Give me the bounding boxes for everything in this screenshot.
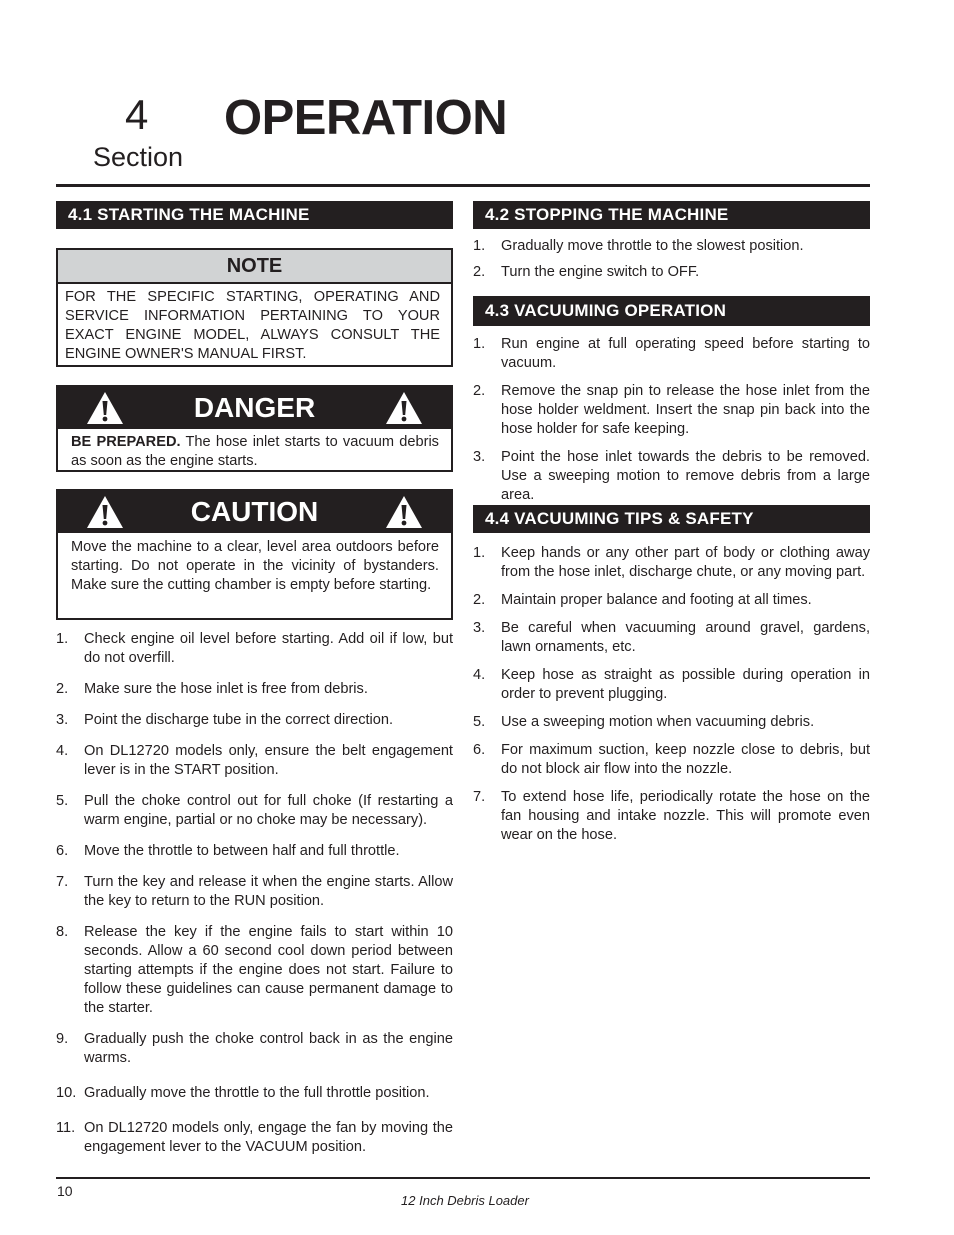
list-item-text: Gradually move the throttle to the full throttle position. bbox=[84, 1085, 430, 1101]
list-item-number: 7. bbox=[56, 874, 69, 890]
page-title: OPERATION bbox=[224, 91, 508, 145]
list-item bbox=[473, 382, 870, 439]
list-item-number: 1. bbox=[473, 545, 486, 561]
list-item-text: Turn the engine switch to OFF. bbox=[501, 264, 700, 280]
list-item-text: Be careful when vacuuming around gravel, gardens, lawn ornaments, etc. bbox=[501, 620, 870, 655]
list-item bbox=[56, 792, 453, 830]
list-item bbox=[473, 788, 870, 845]
list-item-text: Use a sweeping motion when vacuuming debris. bbox=[501, 714, 815, 730]
caution-text: Move the machine to a clear, level area outdoors before starting. Do not operate in the vicinity of bystanders. Make sure the cutting chamber is empty before starting. bbox=[71, 539, 439, 593]
section-4-3-heading: 4.3 VACUUMING OPERATION bbox=[473, 296, 870, 326]
stopping-steps-list bbox=[473, 237, 870, 282]
caution-header bbox=[58, 491, 451, 533]
list-item-text: On DL12720 models only, engage the fan by moving the engagement lever to the VACUUM position. bbox=[84, 1120, 453, 1155]
list-item-text: Move the throttle to between half and full throttle. bbox=[84, 843, 400, 859]
list-item-text: Run engine at full operating speed before starting to vacuum. bbox=[501, 336, 870, 371]
list-item-number: 1. bbox=[56, 631, 69, 647]
list-item-number: 1. bbox=[473, 336, 486, 352]
section-4-2-heading: 4.2 STOPPING THE MACHINE bbox=[473, 201, 870, 229]
list-item-number: 3. bbox=[56, 712, 69, 728]
list-item bbox=[473, 544, 870, 582]
list-item-number: 2. bbox=[56, 681, 69, 697]
list-item bbox=[56, 630, 453, 668]
warning-triangle-icon bbox=[385, 391, 423, 425]
list-item bbox=[56, 1030, 453, 1068]
list-item-number: 9. bbox=[56, 1031, 69, 1047]
note-box bbox=[56, 248, 453, 367]
list-item bbox=[56, 842, 453, 861]
list-item-number: 11. bbox=[56, 1120, 76, 1136]
list-item-text: Gradually move throttle to the slowest position. bbox=[501, 238, 804, 254]
danger-lead: BE PREPARED. bbox=[71, 434, 181, 450]
right-column bbox=[473, 201, 870, 843]
list-item-number: 1. bbox=[473, 238, 486, 254]
list-item-text: Pull the choke control out for full choke (If restarting a warm engine, partial or no choke may be necessary). bbox=[84, 793, 453, 828]
list-item-number: 3. bbox=[473, 620, 486, 636]
section-4-4-heading: 4.4 VACUUMING TIPS & SAFETY bbox=[473, 505, 870, 533]
list-item-text: Keep hose as straight as possible during operation in order to prevent plugging. bbox=[501, 667, 870, 702]
list-item-number: 4. bbox=[473, 667, 486, 683]
list-item bbox=[473, 237, 870, 256]
list-item-text: Point the discharge tube in the correct direction. bbox=[84, 712, 394, 728]
list-item-text: Point the hose inlet towards the debris to be removed. Use a sweeping motion to remove debris from a large area. bbox=[501, 449, 870, 503]
list-item-text: Check engine oil level before starting. Add oil if low, but do not overfill. bbox=[84, 631, 453, 666]
section-label: Section bbox=[93, 142, 184, 172]
list-item-text: Make sure the hose inlet is free from debris. bbox=[84, 681, 368, 697]
list-item-number: 2. bbox=[473, 264, 486, 280]
left-column bbox=[56, 201, 453, 1157]
list-item-number: 6. bbox=[473, 742, 486, 758]
section-number: 4 bbox=[125, 91, 149, 138]
list-item bbox=[56, 1119, 453, 1157]
list-item-text: Keep hands or any other part of body or clothing away from the hose inlet, discharge chute, or any moving part. bbox=[501, 545, 870, 580]
list-item-number: 7. bbox=[473, 789, 486, 805]
list-item bbox=[473, 335, 870, 373]
list-item-text: Remove the snap pin to release the hose inlet from the hose holder weldment. Insert the snap pin back into the hose holder for safe keeping. bbox=[501, 383, 870, 437]
list-item-number: 6. bbox=[56, 843, 69, 859]
top-divider bbox=[56, 184, 870, 187]
list-item-number: 3. bbox=[473, 449, 486, 465]
list-item-text: To extend hose life, periodically rotate the hose on the fan housing and intake nozzle. This will promote even wear on the hose. bbox=[501, 789, 870, 843]
list-item-number: 4. bbox=[56, 743, 69, 759]
list-item bbox=[473, 666, 870, 704]
list-item-number: 5. bbox=[473, 714, 486, 730]
list-item-number: 5. bbox=[56, 793, 69, 809]
list-item bbox=[56, 711, 453, 730]
page-number: 10 bbox=[57, 1183, 73, 1199]
danger-header bbox=[58, 387, 451, 429]
section-4-1-heading: 4.1 STARTING THE MACHINE bbox=[56, 201, 453, 229]
note-title: NOTE bbox=[58, 250, 451, 284]
list-item-number: 2. bbox=[473, 592, 486, 608]
list-item-number: 10. bbox=[56, 1085, 77, 1101]
list-item-text: Release the key if the engine fails to start within 10 seconds. Allow a 60 second cool down period between starting attempts if the engine does not start. Failure to follow these guidelines can cause permanent damage to the starter. bbox=[84, 924, 453, 1016]
list-item bbox=[473, 713, 870, 732]
list-item bbox=[473, 591, 870, 610]
tips-safety-list bbox=[473, 544, 870, 845]
list-item-text: On DL12720 models only, ensure the belt engagement lever is in the START position. bbox=[84, 743, 453, 778]
warning-triangle-icon bbox=[385, 495, 423, 529]
list-item bbox=[473, 448, 870, 505]
danger-text bbox=[58, 429, 451, 471]
list-item-number: 8. bbox=[56, 924, 69, 940]
list-item-number: 2. bbox=[473, 383, 486, 399]
danger-box bbox=[56, 385, 453, 472]
list-item-text: Turn the key and release it when the engine starts. Allow the key to return to the RUN position. bbox=[84, 874, 453, 909]
footer-title: 12 Inch Debris Loader bbox=[401, 1193, 529, 1208]
danger-body: The hose inlet starts to vacuum debris as soon as the engine starts. bbox=[71, 434, 439, 469]
list-item-text: For maximum suction, keep nozzle close to debris, but do not block air flow into the nozzle. bbox=[501, 742, 870, 777]
note-text: FOR THE SPECIFIC STARTING, OPERATING AND SERVICE INFORMATION PERTAINING TO YOUR EXACT ENGINE MODEL, ALWAYS CONSULT THE ENGINE OWNER'S MANUAL FIRST. bbox=[65, 289, 440, 362]
list-item-text: Gradually push the choke control back in as the engine warms. bbox=[84, 1031, 453, 1066]
danger-title: DANGER bbox=[193, 392, 316, 423]
list-item bbox=[56, 923, 453, 1018]
bottom-divider bbox=[56, 1177, 870, 1179]
vacuuming-steps-list bbox=[473, 335, 870, 505]
list-item bbox=[56, 680, 453, 699]
list-item bbox=[473, 741, 870, 779]
list-item-text: Maintain proper balance and footing at all times. bbox=[501, 592, 812, 608]
caution-title: CAUTION bbox=[190, 496, 319, 527]
starting-steps-list bbox=[56, 630, 453, 1157]
list-item bbox=[56, 873, 453, 911]
list-item bbox=[473, 619, 870, 657]
list-item bbox=[56, 742, 453, 780]
list-item bbox=[56, 1084, 453, 1103]
caution-box bbox=[56, 489, 453, 620]
list-item bbox=[473, 263, 870, 282]
